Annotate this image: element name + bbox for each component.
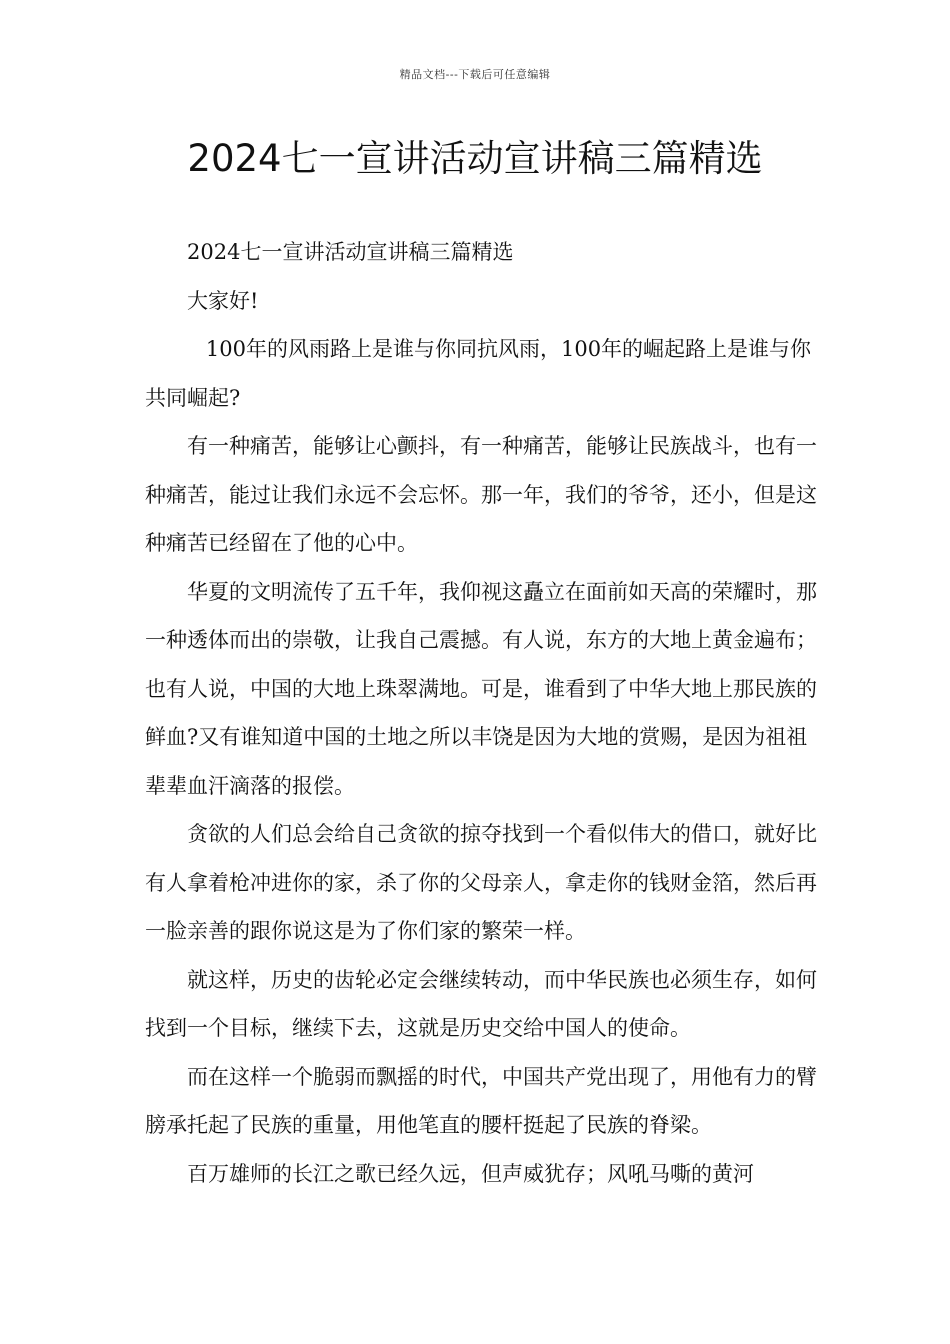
paragraph-greeting: 大家好! [187, 288, 259, 313]
paragraph: 华夏的文明流传了五千年，我仰视这矗立在面前如天高的荣耀时，那一种透体而出的崇敬，让我自己震撼。有人说，东方的大地上黄金遍布；也有人说，中国的大地上珠翠满地。可是，谁看到了中华大地上那民族的鲜血?又有谁知道中国的土地之所以丰饶是因为大地的赏赐，是因为祖祖辈辈血汗滴落的报偿。 [145, 579, 817, 798]
paragraph: 就这样，历史的齿轮必定会继续转动，而中华民族也必须生存，如何找到一个目标，继续下去，这就是历史交给中国人的使命。 [145, 967, 817, 1040]
paragraph: 100年的风雨路上是谁与你同抗风雨，100年的崛起路上是谁与你共同崛起? [145, 337, 812, 410]
document-body [145, 228, 825, 1198]
header-note: 精品文档---下载后可任意编辑 [399, 68, 551, 81]
paragraph-subtitle: 2024七一宣讲活动宣讲稿三篇精选 [187, 240, 514, 264]
paragraph: 有一种痛苦，能够让心颤抖，有一种痛苦，能够让民族战斗，也有一种痛苦，能过让我们永远不会忘怀。那一年，我们的爷爷，还小，但是这种痛苦已经留在了他的心中。 [145, 434, 817, 555]
paragraph: 贪欲的人们总会给自己贪欲的掠夺找到一个看似伟大的借口，就好比有人拿着枪冲进你的家，杀了你的父母亲人，拿走你的钱财金箔，然后再一脸亲善的跟你说这是为了你们家的繁荣一样。 [145, 822, 817, 943]
paragraph: 而在这样一个脆弱而飘摇的时代，中国共产党出现了，用他有力的臂膀承托起了民族的重量，用他笔直的腰杆挺起了民族的脊梁。 [145, 1064, 817, 1137]
document-title: 2024七一宣讲活动宣讲稿三篇精选 [187, 137, 763, 180]
paragraph: 百万雄师的长江之歌已经久远，但声威犹存；风吼马嘶的黄河 [187, 1161, 754, 1186]
